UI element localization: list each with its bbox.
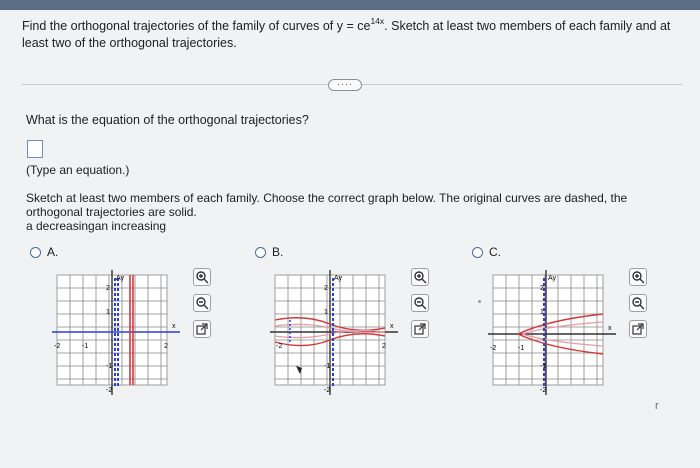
zoom-out-icon[interactable] [193, 294, 211, 312]
zoom-in-icon[interactable] [629, 268, 647, 286]
tick-y1-b: 1 [324, 309, 328, 316]
tick-pos2-a: 2 [164, 343, 168, 350]
radio-c[interactable] [472, 247, 483, 258]
top-bar [0, 0, 700, 10]
question-exponent: 14x [370, 16, 385, 26]
icons-a [193, 268, 211, 338]
y-label-a: Ay [116, 275, 125, 282]
external-link-icon[interactable] [629, 320, 647, 338]
graph-a [52, 270, 182, 400]
equation-answer-box[interactable] [27, 140, 43, 158]
zoom-out-icon[interactable] [411, 294, 429, 312]
tick-y2-a: 2 [106, 285, 110, 292]
tick-pos2-b: 2 [382, 343, 386, 350]
radio-a[interactable] [30, 247, 41, 258]
radio-b[interactable] [255, 247, 266, 258]
sketch-line-1: Sketch at least two members of each family. Choose the correct graph below. The original curves are dashed, the orthogonal trajectories are solid. [26, 191, 628, 219]
option-c-label: C. [489, 245, 501, 259]
icons-b [411, 268, 429, 338]
option-b-label: B. [272, 245, 284, 259]
zoom-out-icon[interactable] [629, 294, 647, 312]
stray-char: r [655, 400, 659, 412]
sub-question: What is the equation of the orthogonal trajectories? [26, 113, 309, 127]
question-text [22, 18, 687, 52]
zoom-in-icon[interactable] [193, 268, 211, 286]
grid-c [493, 275, 603, 385]
tick-neg2-a: -2 [54, 343, 61, 350]
tick-neg1-c: -1 [518, 345, 525, 352]
sketch-instructions [26, 191, 676, 233]
tick-yneg2-c: -2 [540, 387, 547, 394]
x-label-a: x [172, 323, 176, 330]
icons-c [629, 268, 647, 338]
tick-yneg1-c: -1 [540, 363, 547, 370]
tick-y2-c: 2 [540, 285, 544, 292]
tick-yneg2-a: -2 [106, 387, 113, 394]
option-a-label: A. [47, 245, 59, 259]
sketch-line-2: a decreasingan increasing [26, 219, 167, 233]
graph-c [488, 270, 618, 400]
tick-y1-c: 1 [540, 309, 544, 316]
y-label-b: Ay [334, 275, 343, 282]
external-link-icon[interactable] [411, 320, 429, 338]
option-c[interactable] [472, 245, 501, 259]
option-a[interactable] [30, 245, 58, 259]
type-hint: (Type an equation.) [26, 163, 130, 177]
question-text-start: Find the orthogonal trajectories of the family of curves of y = ce [22, 19, 371, 33]
zoom-in-icon[interactable] [411, 268, 429, 286]
tick-y1-a: 1 [106, 309, 110, 316]
more-button[interactable]: ···· [328, 79, 362, 91]
graph-b [270, 270, 400, 400]
tick-y2-b: 2 [324, 285, 328, 292]
x-label-c: x [608, 325, 612, 332]
option-b[interactable] [255, 245, 283, 259]
question-text-end: . Sketch at least two members of each family and at least two of the orthogonal trajectories. [22, 19, 671, 50]
tick-neg1-a: -1 [82, 343, 89, 350]
external-link-icon[interactable] [193, 320, 211, 338]
stray-dot [478, 300, 481, 303]
tick-yneg1-a: -1 [106, 363, 113, 370]
tick-yneg1-b: -1 [324, 363, 331, 370]
x-label-b: x [390, 323, 394, 330]
tick-neg2-b: -2 [276, 343, 283, 350]
y-label-c: Ay [548, 275, 557, 282]
tick-neg2-c: -2 [490, 345, 497, 352]
tick-yneg2-b: -2 [324, 387, 331, 394]
